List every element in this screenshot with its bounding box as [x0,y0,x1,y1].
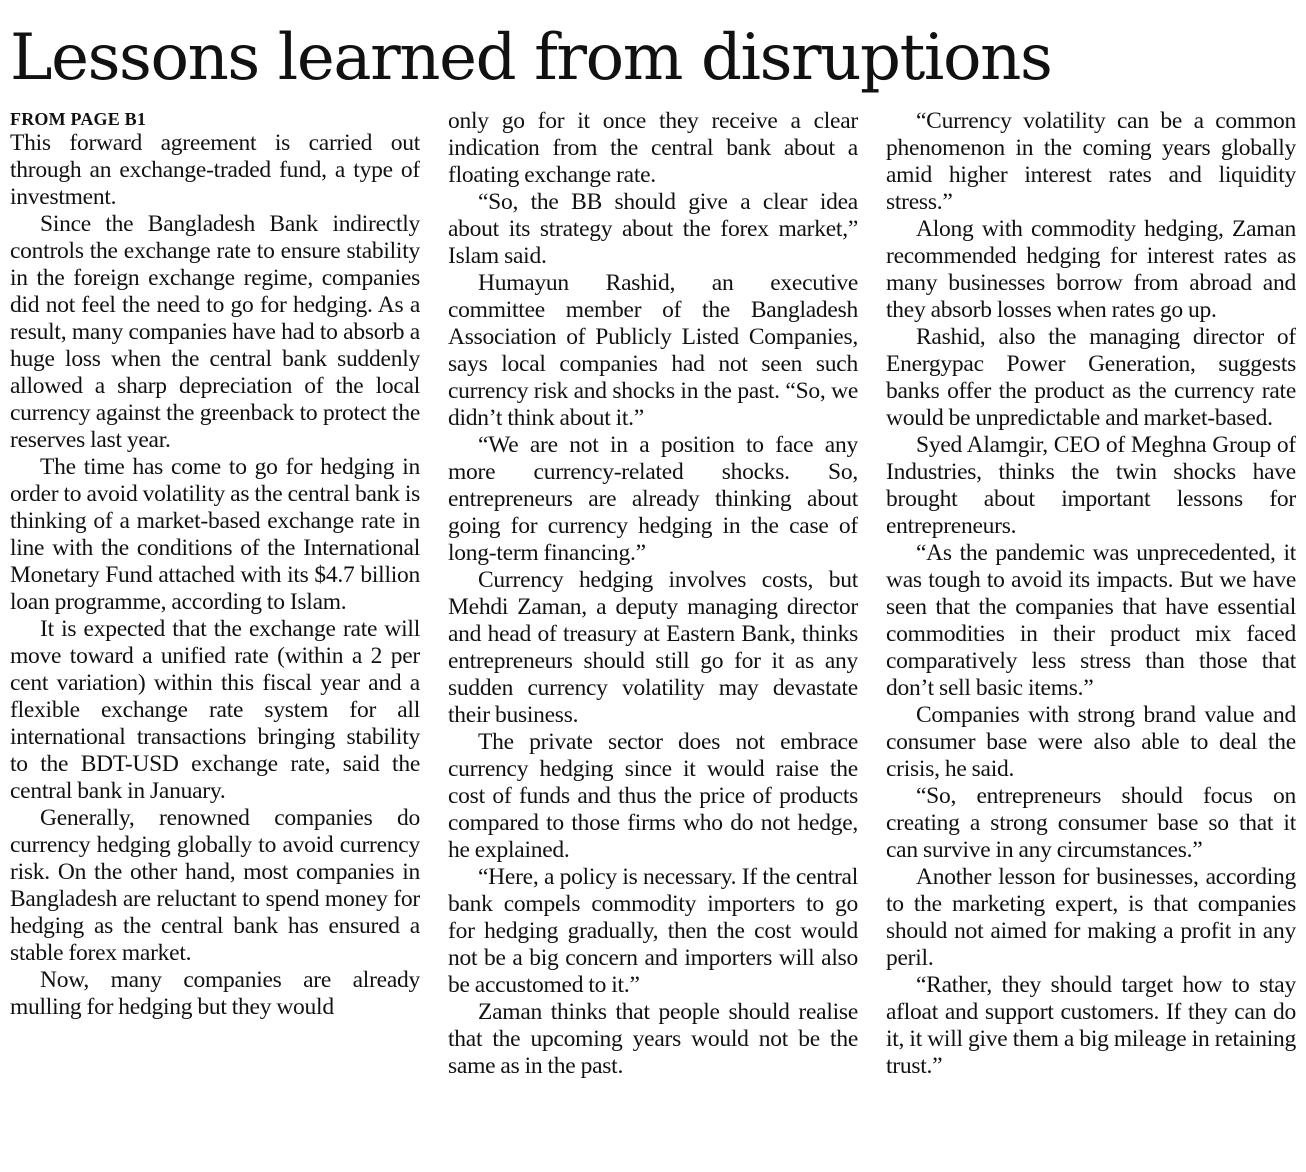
body-paragraph: Along with commodity hedging, Zaman recommended hedging for interest rates as many businesses borrow from abroad and they absorb losses when rates go up. [886,216,1296,323]
body-paragraph: The private sector does not embrace currency hedging since it would raise the cost of funds and thus the price of products compared to those firms who do not hedge, he explained. [448,729,858,863]
body-paragraph: “So, the BB should give a clear idea about its strategy about the forex market,” Islam said. [448,189,858,269]
body-paragraph: Since the Bangladesh Bank indirectly controls the exchange rate to ensure stability in the foreign exchange regime, companies did not feel the need to go for hedging. As a result, many companies have had to absorb a huge loss when the central bank suddenly allowed a sharp depreciation of the local currency against the greenback to protect the reserves last year. [10,211,420,453]
body-paragraph: Now, many companies are already mulling for hedging but they would [10,967,420,1020]
article-column-1 [10,108,420,1164]
article-column-3 [886,108,1296,1164]
article-headline: Lessons learned from disruptions [10,21,1052,95]
body-paragraph: Syed Alamgir, CEO of Meghna Group of Industries, thinks the twin shocks have brought about important lessons for entrepreneurs. [886,432,1296,539]
body-paragraph: Another lesson for businesses, according to the marketing expert, is that companies should not aimed for making a profit in any peril. [886,864,1296,971]
body-paragraph: only go for it once they receive a clear indication from the central bank about a floating exchange rate. [448,108,858,188]
continued-from-kicker: FROM PAGE B1 [10,109,147,129]
body-paragraph: “Currency volatility can be a common phenomenon in the coming years globally amid higher interest rates and liquidity stress.” [886,108,1296,215]
body-paragraph: Generally, renowned companies do currency hedging globally to avoid currency risk. On the other hand, most companies in Bangladesh are reluctant to spend money for hedging as the central bank has ensured a stable forex market. [10,805,420,966]
body-paragraph: “So, entrepreneurs should focus on creating a strong consumer base so that it can survive in any circumstances.” [886,783,1296,863]
body-paragraph: Humayun Rashid, an executive committee member of the Bangladesh Association of Publicly Listed Companies, says local companies had not seen such currency risk and shocks in the past. “So, we didn’t think about it.” [448,270,858,431]
body-paragraph: “Rather, they should target how to stay afloat and support customers. If they can do it, it will give them a big mileage in retaining trust.” [886,972,1296,1079]
article-column-2 [448,108,858,1164]
body-paragraph: This forward agreement is carried out through an exchange-traded fund, a type of investment. [10,130,420,210]
body-paragraph: “Here, a policy is necessary. If the central bank compels commodity importers to go for hedging gradually, then the cost would not be a big concern and importers will also be accustomed to it.” [448,864,858,998]
body-paragraph: Zaman thinks that people should realise that the upcoming years would not be the same as in the past. [448,999,858,1079]
body-paragraph: Companies with strong brand value and consumer base were also able to deal the crisis, he said. [886,702,1296,782]
body-paragraph: Rashid, also the managing director of Energypac Power Generation, suggests banks offer the product as the currency rate would be unpredictable and market-based. [886,324,1296,431]
body-paragraph: The time has come to go for hedging in order to avoid volatility as the central bank is thinking of a market-based exchange rate in line with the conditions of the International Monetary Fund attached with its $4.7 billion loan programme, according to Islam. [10,454,420,615]
body-paragraph: It is expected that the exchange rate will move toward a unified rate (within a 2 per cent variation) within this fiscal year and a flexible exchange rate system for all international transactions bringing stability to the BDT-USD exchange rate, said the central bank in January. [10,616,420,804]
body-paragraph: “We are not in a position to face any more currency-related shocks. So, entrepreneurs are already thinking about going for currency hedging in the case of long-term financing.” [448,432,858,566]
body-paragraph: “As the pandemic was unprecedented, it was tough to avoid its impacts. But we have seen that the companies that have essential commodities in their product mix faced comparatively less stress than those that don’t sell basic items.” [886,540,1296,701]
body-paragraph: Currency hedging involves costs, but Mehdi Zaman, a deputy managing director and head of treasury at Eastern Bank, thinks entrepreneurs should still go for it as any sudden currency volatility may devastate their business. [448,567,858,728]
